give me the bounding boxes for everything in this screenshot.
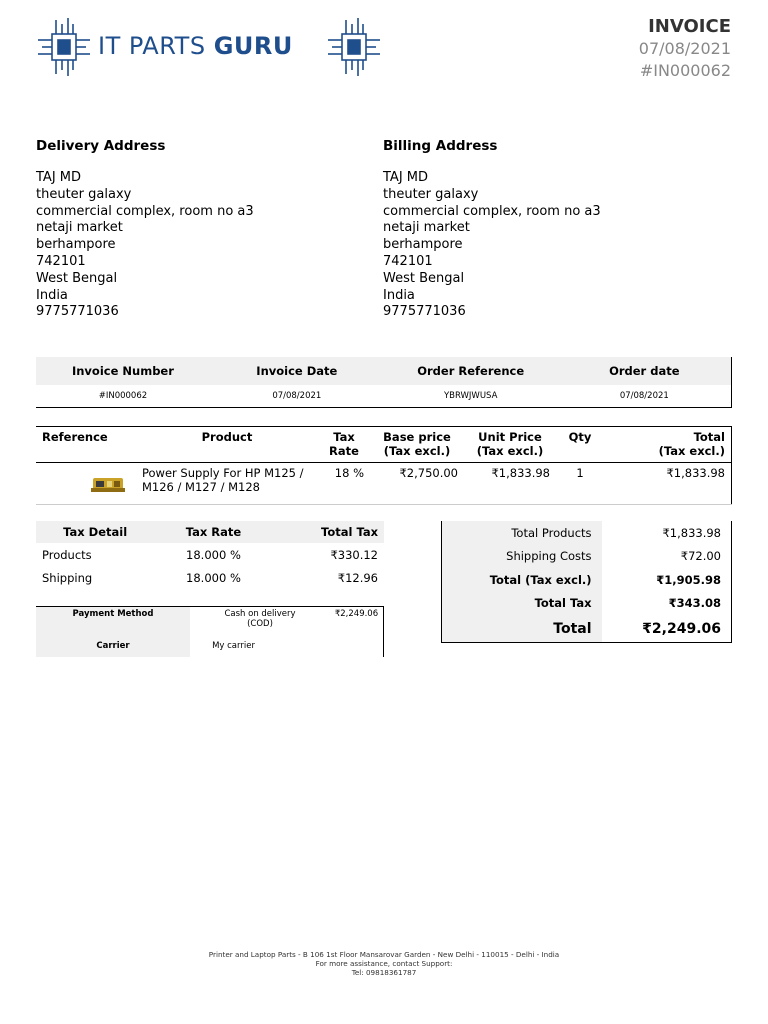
logo-text-light: IT PARTS (98, 32, 214, 60)
column-header: Total Tax (273, 521, 384, 543)
tax-rate-cell: 18.000 % (186, 547, 241, 562)
invoice-number-cell: #IN000062 (98, 391, 148, 401)
table-row (442, 521, 732, 545)
header-line: Tax (333, 430, 355, 444)
column-header: Tax Rate (154, 521, 272, 543)
tax-rate-cell: 18.000 % (186, 570, 241, 585)
address-line: netaji market (36, 220, 123, 236)
total-tax-excl-label: Total (Tax excl.) (442, 568, 602, 592)
table-row (36, 637, 384, 657)
grand-total-label: Total (442, 615, 602, 643)
total-tax-value: ₹343.08 (668, 596, 721, 611)
column-header-reference: Reference (36, 427, 136, 463)
invoice-info-table (36, 357, 732, 408)
logo-text (98, 32, 293, 60)
column-header-tax-rate (318, 427, 370, 463)
header-line: Total (693, 430, 725, 444)
payment-method-line: Cash on delivery (224, 609, 296, 619)
product-image (90, 473, 126, 495)
product-name-line: Power Supply For HP M125 / (142, 466, 304, 480)
table-row (442, 615, 732, 643)
payment-method-value (190, 607, 330, 638)
order-reference-cell: YBRWJWUSA (443, 391, 498, 401)
column-header-base-price (370, 427, 464, 463)
address-line: 742101 (36, 253, 86, 269)
invoice-date-cell: 07/08/2021 (272, 391, 322, 401)
tax-total-cell: ₹330.12 (330, 547, 378, 562)
table-row (36, 463, 732, 505)
product-table (36, 426, 732, 505)
shipping-costs-value: ₹72.00 (680, 549, 721, 564)
column-header-unit-price (464, 427, 556, 463)
footer-support: For more assistance, contact Support: (315, 959, 453, 968)
chip-icon (36, 16, 92, 78)
address-line: commercial complex, room no a3 (383, 203, 601, 219)
header-line: (Tax excl.) (383, 443, 451, 458)
payment-amount: ₹2,249.06 (334, 609, 379, 619)
grand-total-value: ₹2,249.06 (642, 620, 721, 637)
invoice-title: INVOICE (648, 16, 731, 37)
table-row (442, 592, 732, 616)
tax-rate-cell: 18 % (318, 463, 370, 505)
table-row (442, 568, 732, 592)
column-header: Order Reference (384, 357, 558, 385)
tax-detail-cell: Products (42, 547, 92, 562)
order-date-cell: 07/08/2021 (619, 391, 669, 401)
qty-cell: 1 (556, 463, 604, 505)
product-name-line: M126 / M127 / M128 (142, 480, 260, 494)
payment-table (36, 606, 384, 657)
address-line: West Bengal (383, 270, 465, 286)
table-header-row (36, 357, 732, 385)
carrier-value: My carrier (212, 641, 255, 651)
unit-price-cell: ₹1,833.98 (464, 463, 556, 505)
column-header-product: Product (136, 427, 318, 463)
address-line: TAJ MD (36, 170, 82, 185)
carrier-label: Carrier (36, 637, 190, 657)
billing-address (383, 138, 601, 321)
table-header-row (36, 427, 732, 463)
payment-method-label: Payment Method (36, 607, 190, 638)
column-header: Invoice Number (36, 357, 210, 385)
table-row (36, 566, 384, 589)
column-header-qty: Qty (556, 427, 604, 463)
product-cell (136, 463, 318, 505)
column-header-total (604, 427, 732, 463)
table-header-row (36, 521, 384, 543)
company-logo (36, 14, 386, 80)
base-price-cell: ₹2,750.00 (370, 463, 464, 505)
table-row (36, 607, 384, 638)
shipping-costs-label: Shipping Costs (442, 545, 602, 569)
address-line: 742101 (383, 253, 433, 269)
column-header: Order date (558, 357, 732, 385)
table-row (36, 385, 732, 408)
delivery-address (36, 138, 254, 321)
totals-table (441, 521, 732, 643)
table-row (442, 545, 732, 569)
total-cell: ₹1,833.98 (604, 463, 732, 505)
tax-detail-table (36, 521, 384, 589)
footer (0, 950, 768, 977)
header-line: Base price (383, 430, 451, 444)
invoice-header-number: #IN000062 (639, 61, 731, 80)
address-line: West Bengal (36, 270, 118, 286)
table-row (36, 543, 384, 566)
total-tax-label: Total Tax (442, 592, 602, 616)
address-line: 9775771036 (383, 304, 466, 320)
payment-method-line: (COD) (247, 619, 273, 629)
delivery-address-heading: Delivery Address (36, 138, 166, 154)
total-products-label: Total Products (442, 521, 602, 545)
address-line: TAJ MD (383, 170, 429, 185)
address-line: berhampore (36, 237, 116, 253)
address-line: berhampore (383, 237, 463, 253)
address-line: India (36, 287, 68, 303)
address-line: theuter galaxy (36, 186, 132, 202)
chip-icon (326, 16, 382, 78)
column-header: Tax Detail (36, 521, 154, 543)
footer-address: Printer and Laptop Parts - B 106 1st Floor Mansarovar Garden - New Delhi - 110015 - Delhi - India (208, 950, 560, 959)
footer-phone: Tel: 09818361787 (351, 968, 417, 977)
total-tax-excl-value: ₹1,905.98 (656, 572, 721, 587)
address-line: netaji market (383, 220, 470, 236)
total-products-value: ₹1,833.98 (662, 525, 721, 540)
tax-detail-cell: Shipping (42, 570, 93, 585)
address-line: commercial complex, room no a3 (36, 203, 254, 219)
invoice-header-date: 07/08/2021 (638, 39, 731, 58)
billing-address-heading: Billing Address (383, 138, 498, 154)
header-line: Unit Price (478, 430, 542, 444)
header-line: (Tax excl.) (658, 443, 725, 458)
address-line: India (383, 287, 415, 303)
tax-total-cell: ₹12.96 (337, 570, 378, 585)
address-line: 9775771036 (36, 304, 119, 320)
address-line: theuter galaxy (383, 186, 479, 202)
logo-text-bold: GURU (213, 32, 293, 60)
header-line: (Tax excl.) (476, 443, 544, 458)
column-header: Invoice Date (210, 357, 384, 385)
header-line: Rate (329, 443, 359, 458)
